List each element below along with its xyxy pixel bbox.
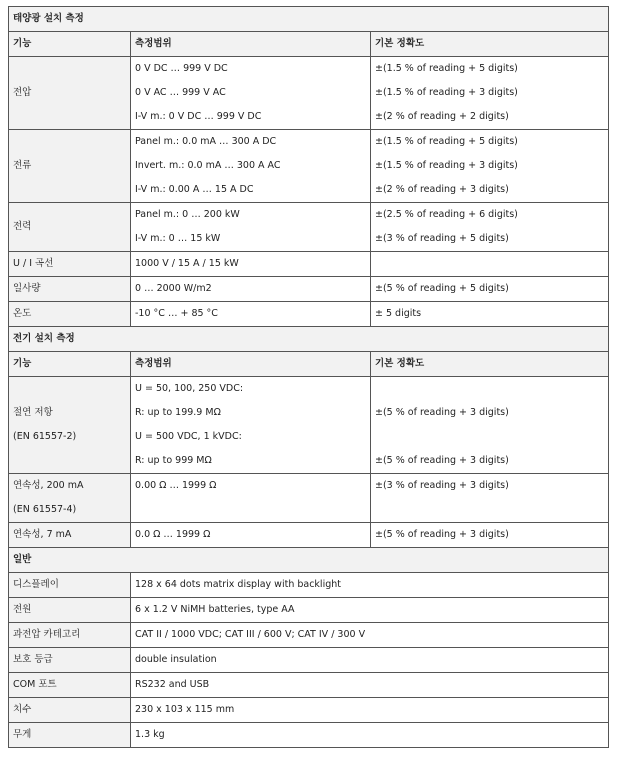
label-line: 연속성, 200 mA: [13, 480, 84, 491]
range-line: 0 V DC … 999 V DC: [135, 63, 228, 74]
general-row: [9, 698, 609, 723]
range-line: 0.00 Ω … 1999 Ω: [135, 480, 217, 491]
general-row: [9, 723, 609, 748]
range-uicurve: 1000 V / 15 A / 15 kW: [131, 252, 371, 277]
accuracy-continuity-7ma: ±(5 % of reading + 3 digits): [371, 523, 609, 548]
accuracy-uicurve: [371, 252, 609, 277]
label-current: 전류: [9, 130, 131, 203]
range-line: I-V m.: 0 V DC … 999 V DC: [135, 111, 262, 122]
label-irradiance: 일사량: [9, 277, 131, 302]
accuracy-line: ±(2.5 % of reading + 6 digits): [375, 209, 518, 220]
label-line: (EN 61557-4): [13, 504, 77, 515]
accuracy-line: ±(1.5 % of reading + 5 digits): [375, 136, 518, 147]
label-line: (EN 61557-2): [13, 431, 77, 442]
header-accuracy: 기본 정확도: [371, 32, 609, 57]
accuracy-power: [371, 203, 609, 252]
general-value: 128 x 64 dots matrix display with backlight: [131, 573, 609, 598]
range-insulation: [131, 377, 371, 474]
section-title-electrical: 전기 설치 측정: [9, 327, 609, 352]
general-label: 디스플레이: [9, 573, 131, 598]
accuracy-insulation: [371, 377, 609, 474]
range-continuity-200ma: [131, 474, 371, 523]
accuracy-line: ±(1.5 % of reading + 3 digits): [375, 87, 518, 98]
section-title-solar: 태양광 설치 측정: [9, 7, 609, 32]
spec-table: [8, 6, 609, 748]
row-power: [9, 203, 609, 252]
general-label: COM 포트: [9, 673, 131, 698]
general-row: [9, 673, 609, 698]
row-continuity-200ma: [9, 474, 609, 523]
label-line: 절연 저항: [13, 407, 53, 418]
accuracy-line: ±(3 % of reading + 5 digits): [375, 233, 509, 244]
accuracy-line: ±(1.5 % of reading + 5 digits): [375, 63, 518, 74]
row-temperature: [9, 302, 609, 327]
general-label: 보호 등급: [9, 648, 131, 673]
range-line: U = 500 VDC, 1 kVDC:: [135, 431, 242, 442]
row-uicurve: [9, 252, 609, 277]
row-irradiance: [9, 277, 609, 302]
accuracy-line: ±(2 % of reading + 2 digits): [375, 111, 509, 122]
accuracy-line: ±(1.5 % of reading + 3 digits): [375, 160, 518, 171]
range-line: Invert. m.: 0.0 mA … 300 A AC: [135, 160, 281, 171]
range-continuity-7ma: 0.0 Ω … 1999 Ω: [131, 523, 371, 548]
label-line: [13, 377, 126, 401]
general-row: [9, 598, 609, 623]
row-continuity-7ma: [9, 523, 609, 548]
spec-sheet: [8, 6, 608, 748]
range-line: R: up to 199.9 MΩ: [135, 407, 221, 418]
accuracy-line: ±(3 % of reading + 3 digits): [375, 480, 509, 491]
header-range: 측정범위: [131, 352, 371, 377]
range-line: R: up to 999 MΩ: [135, 455, 212, 466]
accuracy-continuity-200ma: [371, 474, 609, 523]
general-value: 230 x 103 x 115 mm: [131, 698, 609, 723]
row-insulation: [9, 377, 609, 474]
general-row: [9, 623, 609, 648]
label-insulation: [9, 377, 131, 474]
general-label: 치수: [9, 698, 131, 723]
range-voltage: [131, 57, 371, 130]
range-line: [135, 498, 366, 522]
general-label: 무게: [9, 723, 131, 748]
general-value: double insulation: [131, 648, 609, 673]
range-line: Panel m.: 0 … 200 kW: [135, 209, 240, 220]
accuracy-voltage: [371, 57, 609, 130]
label-voltage: 전압: [9, 57, 131, 130]
header-row-solar: [9, 32, 609, 57]
label-uicurve: U / I 곡선: [9, 252, 131, 277]
range-line: I-V m.: 0.00 A … 15 A DC: [135, 184, 254, 195]
range-power: [131, 203, 371, 252]
accuracy-line: [375, 377, 604, 401]
label-continuity-200ma: [9, 474, 131, 523]
range-temperature: -10 °C … + 85 °C: [131, 302, 371, 327]
label-line: [13, 449, 126, 473]
accuracy-current: [371, 130, 609, 203]
range-line: U = 50, 100, 250 VDC:: [135, 383, 244, 394]
label-temperature: 온도: [9, 302, 131, 327]
header-function: 기능: [9, 32, 131, 57]
header-range: 측정범위: [131, 32, 371, 57]
range-irradiance: 0 … 2000 W/m2: [131, 277, 371, 302]
accuracy-line: [375, 425, 604, 449]
section-row-electrical: [9, 327, 609, 352]
row-voltage: [9, 57, 609, 130]
row-current: [9, 130, 609, 203]
general-row: [9, 648, 609, 673]
section-row-general: [9, 548, 609, 573]
accuracy-irradiance: ±(5 % of reading + 5 digits): [371, 277, 609, 302]
general-row: [9, 573, 609, 598]
general-label: 과전압 카테고리: [9, 623, 131, 648]
section-title-general: 일반: [9, 548, 609, 573]
label-continuity-7ma: 연속성, 7 mA: [9, 523, 131, 548]
accuracy-line: ±(2 % of reading + 3 digits): [375, 184, 509, 195]
range-current: [131, 130, 371, 203]
header-row-electrical: [9, 352, 609, 377]
accuracy-line: ±(5 % of reading + 3 digits): [375, 407, 509, 418]
general-value: CAT II / 1000 VDC; CAT III / 600 V; CAT IV / 300 V: [131, 623, 609, 648]
accuracy-temperature: ± 5 digits: [371, 302, 609, 327]
label-power: 전력: [9, 203, 131, 252]
general-label: 전원: [9, 598, 131, 623]
range-line: Panel m.: 0.0 mA … 300 A DC: [135, 136, 277, 147]
range-line: 0 V AC … 999 V AC: [135, 87, 226, 98]
general-value: 6 x 1.2 V NiMH batteries, type AA: [131, 598, 609, 623]
section-row-solar: [9, 7, 609, 32]
header-accuracy: 기본 정확도: [371, 352, 609, 377]
range-line: I-V m.: 0 … 15 kW: [135, 233, 221, 244]
header-function: 기능: [9, 352, 131, 377]
accuracy-line: [375, 498, 604, 522]
general-value: RS232 and USB: [131, 673, 609, 698]
accuracy-line: ±(5 % of reading + 3 digits): [375, 455, 509, 466]
general-value: 1.3 kg: [131, 723, 609, 748]
